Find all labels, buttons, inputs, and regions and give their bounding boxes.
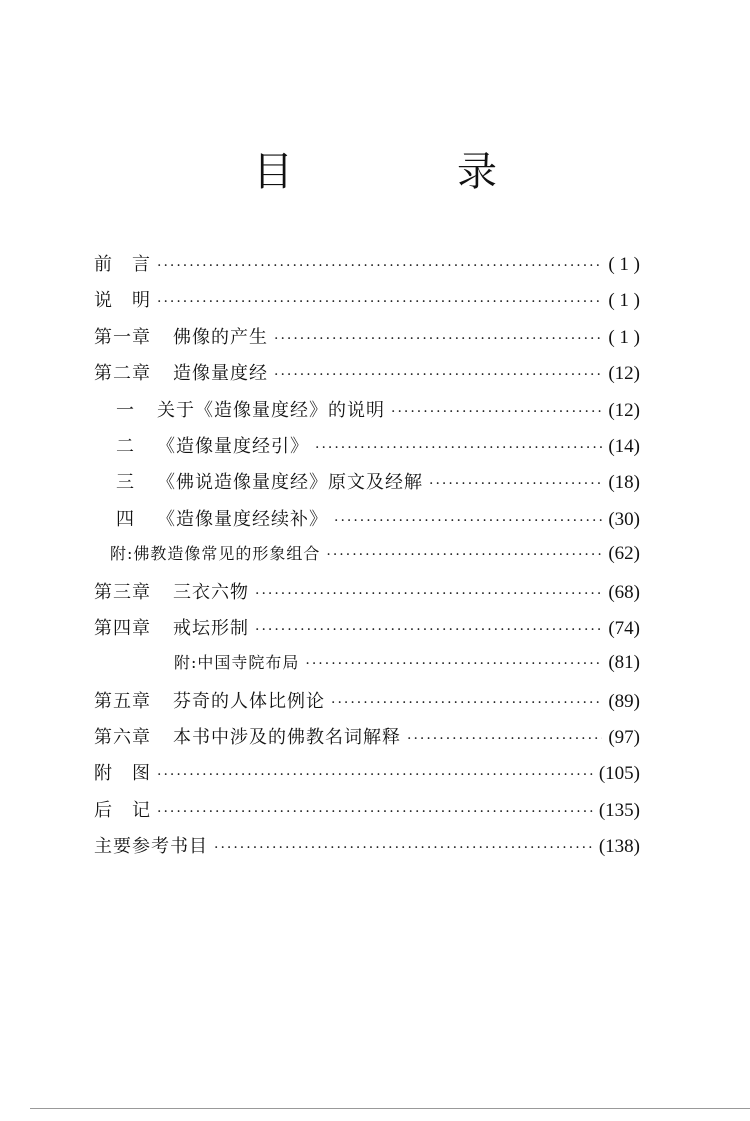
toc-entry[interactable] xyxy=(94,650,640,686)
dot-leader xyxy=(305,656,602,672)
toc-entry[interactable] xyxy=(94,396,640,432)
toc-label: 主要参考书目 xyxy=(94,836,208,858)
dot-leader xyxy=(214,840,593,856)
section-title: 《造像量度经引》 xyxy=(157,435,309,457)
chapter-title: 芬奇的人体比例论 xyxy=(173,690,325,712)
toc-page-number: (105) xyxy=(598,763,640,785)
section-number: 一 xyxy=(116,399,135,421)
section-number: 三 xyxy=(116,472,135,494)
toc-label xyxy=(116,432,309,458)
toc-label xyxy=(116,505,328,531)
toc-page-number: ( 1 ) xyxy=(608,290,640,312)
toc-entry[interactable] xyxy=(94,614,640,650)
toc-entry[interactable] xyxy=(94,832,640,868)
section-title: 《佛说造像量度经》原文及经解 xyxy=(157,472,423,494)
page-bottom-rule xyxy=(30,1108,750,1109)
dot-leader xyxy=(157,258,602,274)
dot-leader xyxy=(429,476,602,492)
toc-page-number: (81) xyxy=(608,652,640,674)
dot-leader xyxy=(274,331,602,347)
chapter-number: 第一章 xyxy=(94,326,151,348)
dot-leader xyxy=(331,695,602,711)
dot-leader xyxy=(315,440,602,456)
toc-label: 附 图 xyxy=(94,763,151,785)
chapter-number: 第二章 xyxy=(94,363,151,385)
toc-entry[interactable] xyxy=(94,505,640,541)
dot-leader xyxy=(157,767,593,783)
toc-page-number: (14) xyxy=(608,435,640,457)
toc-entry[interactable] xyxy=(94,687,640,723)
dot-leader xyxy=(326,547,602,563)
toc-label: 后 记 xyxy=(94,799,151,821)
chapter-title: 戒坛形制 xyxy=(173,617,249,639)
section-number: 二 xyxy=(116,435,135,457)
toc-entry[interactable] xyxy=(94,250,640,286)
section-title: 《造像量度经续补》 xyxy=(157,508,328,530)
toc-label: 说 明 xyxy=(94,290,151,312)
section-title: 关于《造像量度经》的说明 xyxy=(157,399,385,421)
toc-label xyxy=(94,723,401,749)
toc-label xyxy=(94,614,249,640)
toc-page-number: (30) xyxy=(608,508,640,530)
toc-page-number: (138) xyxy=(598,836,640,858)
toc-entry[interactable] xyxy=(94,759,640,795)
dot-leader xyxy=(391,404,602,420)
toc-entry[interactable] xyxy=(94,323,640,359)
dot-leader xyxy=(255,586,602,602)
toc-label xyxy=(94,323,268,349)
chapter-title: 三衣六物 xyxy=(173,581,249,603)
dot-leader xyxy=(157,294,602,310)
toc-label: 附:中国寺院布局 xyxy=(174,653,300,673)
toc-page-number: (12) xyxy=(608,399,640,421)
toc-entry[interactable] xyxy=(94,578,640,614)
toc-entry[interactable] xyxy=(94,432,640,468)
chapter-number: 第六章 xyxy=(94,727,151,749)
toc-label xyxy=(94,687,325,713)
toc-page-number: (62) xyxy=(608,543,640,565)
table-of-contents xyxy=(94,250,640,869)
dot-leader xyxy=(274,367,602,383)
chapter-number: 第四章 xyxy=(94,617,151,639)
page-title: 目 录 xyxy=(253,149,559,195)
toc-entry[interactable] xyxy=(94,723,640,759)
section-number: 四 xyxy=(116,508,135,530)
dot-leader xyxy=(255,622,602,638)
toc-label: 前 言 xyxy=(94,254,151,275)
dot-leader xyxy=(407,731,602,747)
toc-page-number: (68) xyxy=(608,581,640,603)
toc-label xyxy=(94,578,249,604)
toc-entry[interactable] xyxy=(94,796,640,832)
chapter-title: 本书中涉及的佛教名词解释 xyxy=(173,727,401,749)
chapter-title: 造像量度经 xyxy=(173,363,268,385)
toc-label xyxy=(116,468,423,494)
toc-page-number: (89) xyxy=(608,690,640,712)
toc-entry[interactable] xyxy=(94,359,640,395)
toc-page-number: (18) xyxy=(608,472,640,494)
toc-label xyxy=(116,396,385,422)
toc-entry[interactable] xyxy=(94,286,640,322)
toc-page-number: ( 1 ) xyxy=(608,326,640,348)
chapter-number: 第三章 xyxy=(94,581,151,603)
chapter-number: 第五章 xyxy=(94,690,151,712)
toc-page-number: (74) xyxy=(608,617,640,639)
dot-leader xyxy=(334,513,602,529)
chapter-title: 佛像的产生 xyxy=(173,326,268,348)
toc-page-number: (135) xyxy=(598,799,640,821)
toc-entry[interactable] xyxy=(94,541,640,577)
dot-leader xyxy=(157,804,593,820)
toc-label xyxy=(94,359,268,385)
toc-entry[interactable] xyxy=(94,468,640,504)
toc-page-number: (97) xyxy=(608,727,640,749)
toc-page-number: ( 1 ) xyxy=(608,254,640,275)
toc-page-number: (12) xyxy=(608,363,640,385)
toc-label: 附:佛教造像常见的形象组合 xyxy=(110,544,321,564)
